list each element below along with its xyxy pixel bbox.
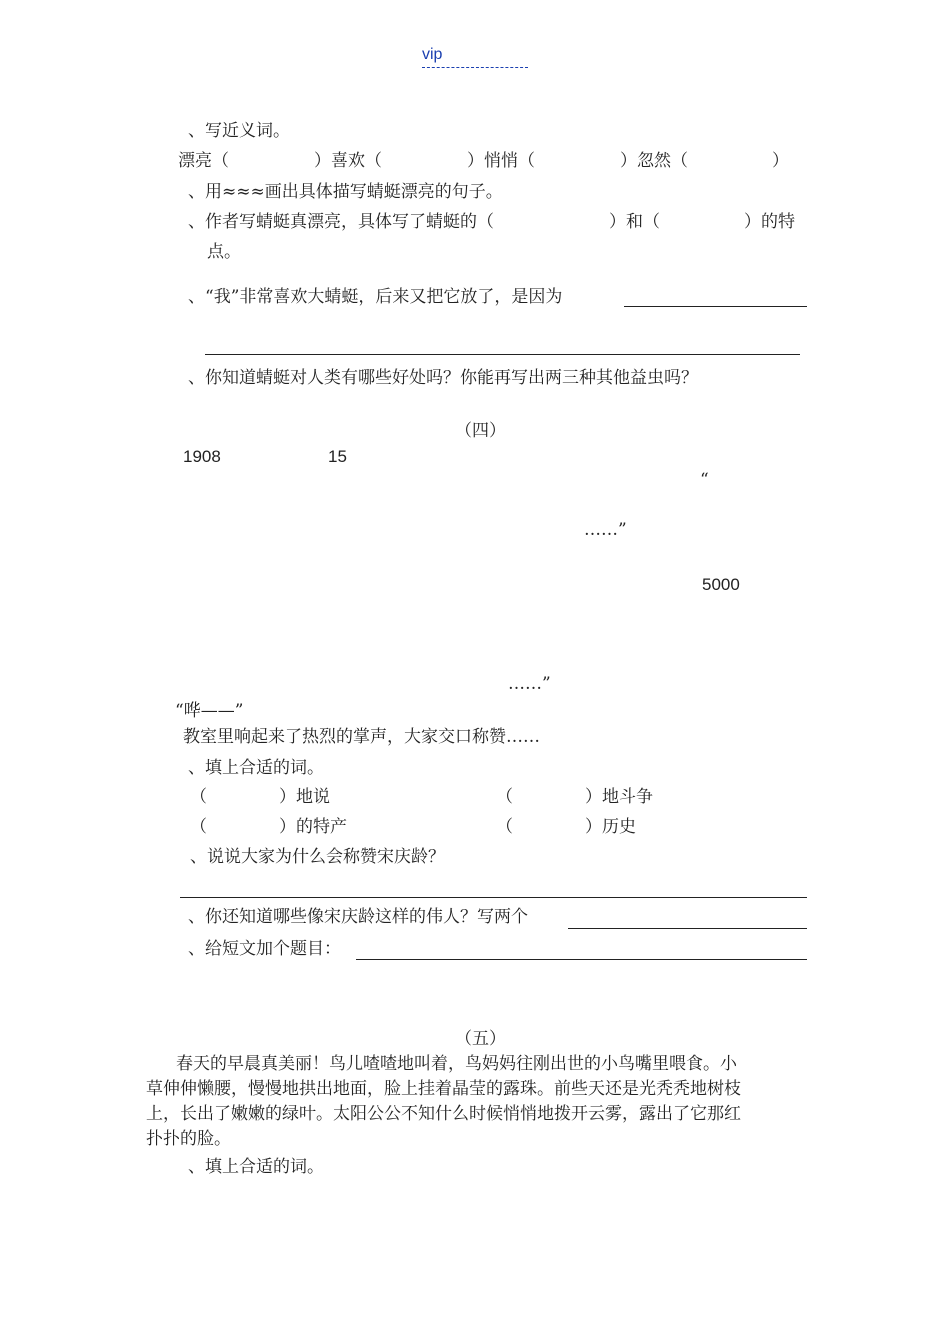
answer-line[interactable] — [568, 928, 807, 929]
passage-ellipsis-1: ……” — [584, 520, 627, 540]
fill-c-text: ）的特产 — [279, 817, 347, 837]
passage-line: 春天的早晨真美丽！鸟儿喳喳地叫着，鸟妈妈往刚出世的小鸟嘴里喂食。小 — [176, 1054, 737, 1074]
question-why-praise: 、说说大家为什么会称赞宋庆龄？ — [190, 847, 445, 867]
fill-a-open: （ — [190, 787, 207, 807]
question-title: 、给短文加个题目： — [188, 939, 341, 959]
passage-number-1908: 1908 — [183, 447, 221, 466]
answer-line[interactable] — [180, 897, 807, 898]
question-fill-words-5: 、填上合适的词。 — [188, 1157, 324, 1177]
question-features-b: ）和（ — [609, 212, 660, 232]
passage-hua: “哗——” — [175, 701, 244, 721]
synonym-close: ） — [772, 151, 789, 171]
synonym-word-1: 漂亮（ — [178, 151, 229, 171]
section-heading-4: （四） — [455, 421, 506, 441]
fill-b-text: ）地斗争 — [585, 787, 653, 807]
question-features-a: 、作者写蜻蜓真漂亮，具体写了蜻蜓的（ — [188, 212, 494, 232]
answer-line[interactable] — [356, 959, 807, 960]
fill-b-open: （ — [496, 787, 513, 807]
synonym-word-2: ）喜欢（ — [314, 151, 382, 171]
passage-ellipsis-2: ……” — [508, 674, 551, 694]
spring-passage — [146, 1052, 808, 1152]
passage-line: 上，长出了嫩嫩的绿叶。太阳公公不知什么时候悄悄地拨开云雾，露出了它那红 — [146, 1104, 741, 1124]
fill-a-text: ）地说 — [279, 787, 330, 807]
question-features-c: ）的特 — [744, 212, 795, 232]
answer-line[interactable] — [624, 306, 807, 307]
passage-number-15: 15 — [328, 447, 347, 466]
question-underline-sentence: 、用≈≈≈画出具体描写蜻蜓漂亮的句子。 — [188, 182, 503, 202]
section-heading-5: （五） — [455, 1029, 506, 1049]
question-why-release: 、“我”非常喜欢大蜻蜓，后来又把它放了，是因为 — [188, 287, 563, 307]
fill-c-open: （ — [190, 817, 207, 837]
fill-d-text: ）历史 — [585, 817, 636, 837]
passage-open-quote: “ — [700, 470, 709, 490]
vip-link-underline — [422, 67, 528, 68]
synonym-word-4: ）忽然（ — [620, 151, 688, 171]
question-features-d: 点。 — [207, 242, 241, 262]
passage-line: 扑扑的脸。 — [146, 1129, 231, 1149]
passage-line: 草伸伸懒腰，慢慢地拱出地面，脸上挂着晶莹的露珠。前些天还是光秃秃地树枝 — [146, 1079, 741, 1099]
fill-d-open: （ — [496, 817, 513, 837]
passage-applause: 教室里响起来了热烈的掌声，大家交口称赞…… — [183, 727, 540, 747]
question-great-people: 、你还知道哪些像宋庆龄这样的伟人？写两个 — [188, 907, 528, 927]
vip-link[interactable]: vip — [422, 46, 443, 63]
passage-number-5000: 5000 — [702, 575, 740, 594]
question-synonyms: 、写近义词。 — [188, 121, 290, 141]
question-benefits: 、你知道蜻蜓对人类有哪些好处吗？你能再写出两三种其他益虫吗？ — [188, 368, 698, 388]
question-fill-words: 、填上合适的词。 — [188, 758, 324, 778]
answer-line[interactable] — [205, 354, 800, 355]
synonym-word-3: ）悄悄（ — [467, 151, 535, 171]
